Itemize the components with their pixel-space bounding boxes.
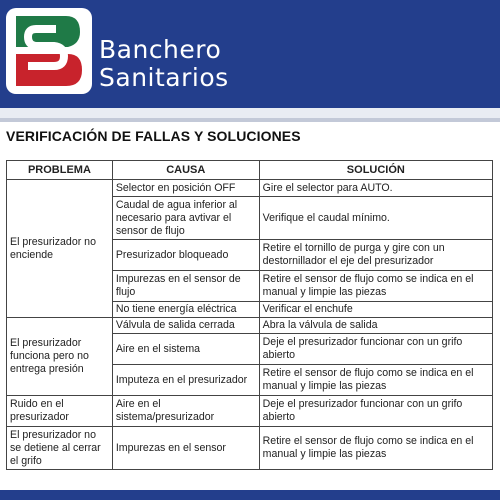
solucion-cell: Verifique el caudal mínimo. (259, 197, 492, 240)
causa-cell: Caudal de agua inferior al necesario para avtivar el sensor de flujo (112, 197, 259, 240)
logo-mark-icon (6, 8, 92, 94)
header-stripe-shadow (0, 118, 500, 122)
troubleshooting-table (6, 160, 493, 470)
logo (6, 8, 92, 94)
solucion-cell: Verificar el enchufe (259, 302, 492, 318)
header-problema: PROBLEMA (7, 161, 113, 180)
table-row (7, 427, 493, 470)
causa-cell: No tiene energía eléctrica (112, 302, 259, 318)
document-title: VERIFICACIÓN DE FALLAS Y SOLUCIONES (6, 128, 301, 144)
solucion-cell: Retire el sensor de flujo como se indica en el manual y limpie las piezas (259, 365, 492, 396)
table-header-row (7, 161, 493, 180)
causa-cell: Aire en el sistema (112, 334, 259, 365)
solucion-cell: Deje el presurizador funcionar con un grifo abierto (259, 334, 492, 365)
footer-bar (0, 490, 500, 500)
header-banner (0, 0, 500, 108)
solucion-cell: Deje el presurizador funcionar con un grifo abierto (259, 396, 492, 427)
causa-cell: Impurezas en el sensor de flujo (112, 271, 259, 302)
header-stripe (0, 108, 500, 118)
solucion-cell: Gire el selector para AUTO. (259, 180, 492, 197)
problema-cell: Ruido en el presurizador (7, 396, 113, 427)
problema-cell: El presurizador no se detiene al cerrar el grifo (7, 427, 113, 470)
causa-cell: Válvula de salida cerrada (112, 318, 259, 334)
brand-name (99, 36, 229, 92)
causa-cell: Aire en el sistema/presurizador (112, 396, 259, 427)
table-row (7, 180, 493, 197)
solucion-cell: Retire el tornillo de purga y gire con un destornillador el eje del presurizador (259, 240, 492, 271)
causa-cell: Impurezas en el sensor (112, 427, 259, 470)
brand-line-2: Sanitarios (99, 63, 229, 92)
brand-line-1: Banchero (99, 35, 222, 64)
solucion-cell: Abra la válvula de salida (259, 318, 492, 334)
header-solucion: SOLUCIÓN (259, 161, 492, 180)
header-causa: CAUSA (112, 161, 259, 180)
table-row (7, 318, 493, 334)
causa-cell: Imputeza en el presurizador (112, 365, 259, 396)
solucion-cell: Retire el sensor de flujo como se indica en el manual y limpie las piezas (259, 271, 492, 302)
table-row (7, 396, 493, 427)
solucion-cell: Retire el sensor de flujo como se indica en el manual y limpie las piezas (259, 427, 492, 470)
causa-cell: Presurizador bloqueado (112, 240, 259, 271)
problema-cell: El presurizador funciona pero no entrega presión (7, 318, 113, 396)
problema-cell: El presurizador no enciende (7, 180, 113, 318)
causa-cell: Selector en posición OFF (112, 180, 259, 197)
